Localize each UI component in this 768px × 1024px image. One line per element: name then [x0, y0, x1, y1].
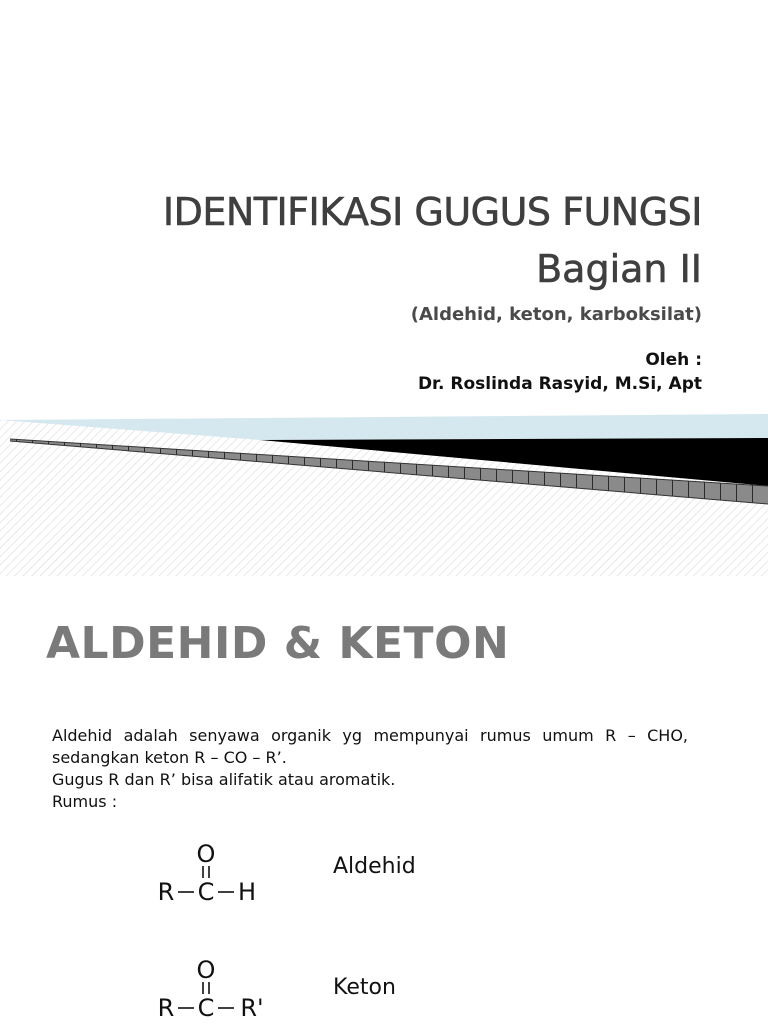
r-group-atom: R	[157, 994, 175, 1022]
oxygen-atom: O	[196, 840, 216, 868]
carbon-atom: C	[197, 994, 215, 1022]
author-label: Oleh :	[645, 350, 702, 370]
slide-title-part: Bagian II	[536, 247, 702, 291]
r-prime-group-atom: R'	[240, 994, 264, 1022]
oxygen-atom: O	[196, 956, 216, 984]
ketone-structure	[150, 954, 280, 1024]
slide-heading: ALDEHID & KETON	[46, 618, 510, 669]
formula-intro: Rumus :	[52, 792, 118, 811]
slide-title: IDENTIFIKASI GUGUS FUNGSI	[162, 190, 702, 234]
hydrogen-atom: H	[237, 878, 257, 906]
r-group-atom: R	[157, 878, 175, 906]
ketone-label: Keton	[333, 975, 396, 1000]
carbon-atom: C	[197, 878, 215, 906]
aldehyde-label: Aldehid	[333, 854, 416, 879]
slide-subtitle: (Aldehid, keton, karboksilat)	[410, 304, 702, 325]
author-name: Dr. Roslinda Rasyid, M.Si, Apt	[417, 374, 702, 394]
content-slide	[0, 588, 768, 1024]
definition-text: Aldehid adalah senyawa organik yg mempunyai rumus umum R – CHO, sedangkan keton R – CO – R’.	[52, 726, 688, 767]
slide-body	[52, 725, 688, 813]
r-group-text: Gugus R dan R’ bisa alifatik atau aromatik.	[52, 770, 396, 789]
decorative-wedge-graphic	[0, 412, 768, 576]
aldehyde-structure	[150, 836, 280, 912]
